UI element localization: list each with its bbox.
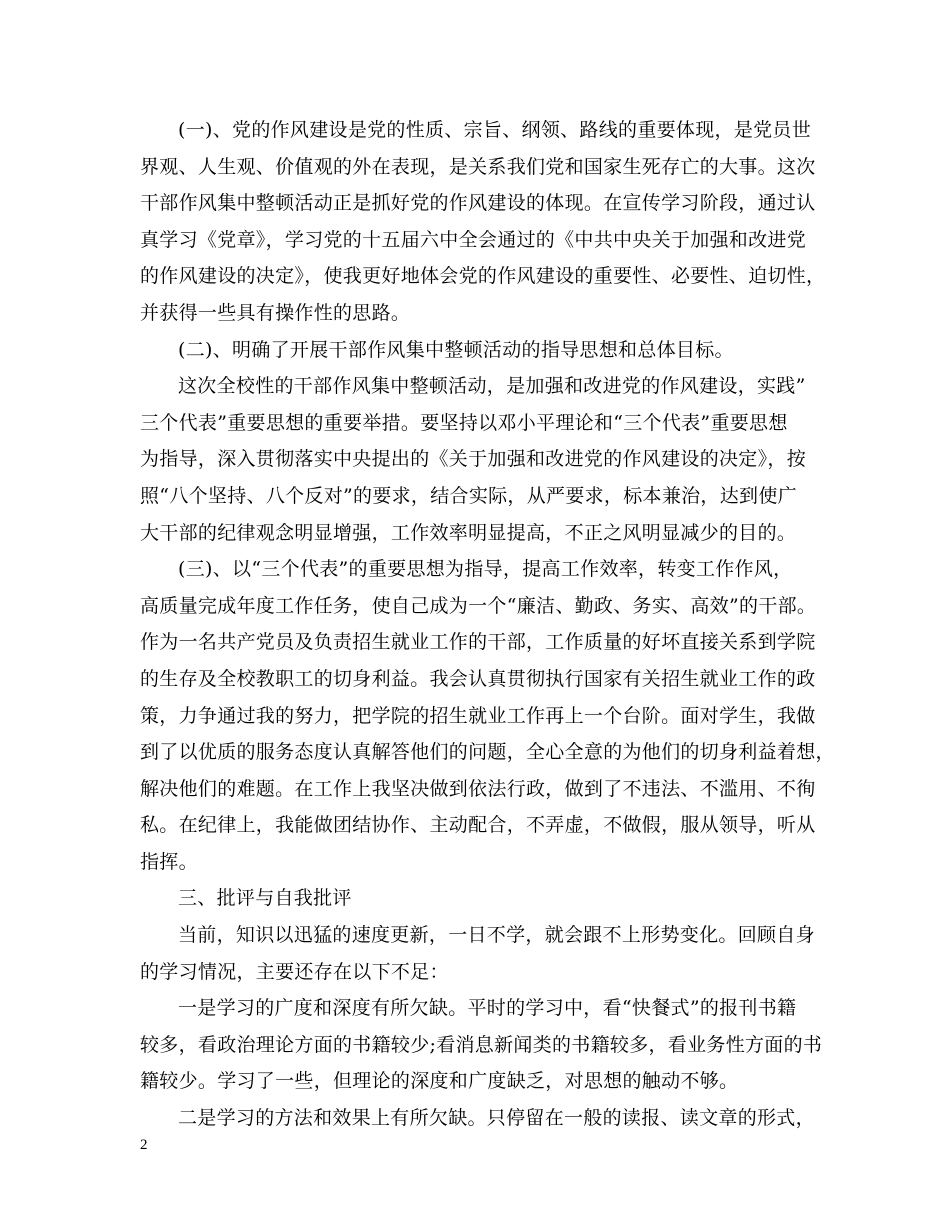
- text-line: 大干部的纪律观念明显增强，工作效率明显提高，不正之风明显减少的目的。: [140, 521, 797, 544]
- paragraph: [140, 332, 820, 369]
- text-line: 私。在纪律上，我能做团结协作、主动配合，不弄虚，不做假，服从领导，听从: [140, 814, 816, 837]
- text-line: 指挥。: [140, 850, 198, 873]
- text-line: 解决他们的难题。在工作上我坚决做到依法行政，做到了不违法、不滥用、不徇: [140, 777, 816, 800]
- paragraph: [140, 1100, 820, 1137]
- page-number: 2: [140, 1137, 148, 1153]
- paragraph: [140, 368, 820, 551]
- text-line: 并获得一些具有操作性的思路。: [140, 301, 411, 324]
- text-line: (三)、以“三个代表”的重要思想为指导，提高工作效率，转变工作作风，: [178, 558, 793, 581]
- text-line: 高质量完成年度工作任务，使自己成为一个“廉洁、勤政、务实、高效”的干部。: [140, 594, 817, 617]
- text-line: 三个代表”重要思想的重要举措。要坚持以邓小平理论和“三个代表”重要思想: [140, 411, 788, 434]
- text-line: 较多，看政治理论方面的书籍较少;看消息新闻类的书籍较多，看业务性方面的书: [140, 1033, 823, 1056]
- text-line: 三、批评与自我批评: [178, 887, 352, 910]
- text-line: 真学习《党章》，学习党的十五届六中全会通过的《中共中央关于加强和改进党: [140, 228, 807, 251]
- paragraph: [140, 990, 823, 1100]
- text-line: 界观、人生观、价值观的外在表现，是关系我们党和国家生死存亡的大事。这次: [140, 155, 816, 178]
- text-line: 策，力争通过我的努力，把学院的招生就业工作再上一个台阶。面对学生，我做: [140, 704, 816, 727]
- text-line: 的生存及全校教职工的切身利益。我会认真贯彻执行国家有关招生就业工作的政: [140, 667, 816, 690]
- text-line: 作为一名共产党员及负责招生就业工作的干部，工作质量的好坏直接关系到学院: [140, 631, 816, 654]
- paragraph: [140, 917, 820, 990]
- text-line: 的作风建设的决定》，使我更好地体会党的作风建设的重要性、必要性、迫切性，: [140, 265, 826, 288]
- text-line: 到了以优质的服务态度认真解答他们的问题，全心全意的为他们的切身利益着想，: [140, 741, 835, 764]
- text-line: 当前，知识以迅猛的速度更新，一日不学，就会跟不上形势变化。回顾自身: [178, 924, 815, 947]
- text-line: (二)、明确了开展干部作风集中整顿活动的指导思想和总体目标。: [178, 338, 734, 361]
- paragraph: [140, 112, 826, 332]
- text-line: 干部作风集中整顿活动正是抓好党的作风建设的体现。在宣传学习阶段，通过认: [140, 192, 816, 215]
- paragraph: [140, 551, 835, 880]
- text-line: 籍较少。学习了一些，但理论的深度和广度缺乏，对思想的触动不够。: [140, 1070, 739, 1093]
- document-body: [140, 112, 835, 1137]
- text-line: 的学习情况，主要还存在以下不足：: [140, 960, 449, 983]
- text-line: 这次全校性的干部作风集中整顿活动，是加强和改进党的作风建设，实践”: [178, 375, 806, 398]
- text-line: (一)、党的作风建设是党的性质、宗旨、纲领、路线的重要体现，是党员世: [178, 119, 812, 141]
- text-line: 一是学习的广度和深度有所欠缺。平时的学习中，看“快餐式”的报刊书籍: [178, 997, 797, 1020]
- text-line: 为指导，深入贯彻落实中央提出的《关于加强和改进党的作风建设的决定》，按: [140, 448, 807, 471]
- text-line: 二是学习的方法和效果上有所欠缺。只停留在一般的读报、读文章的形式，: [178, 1107, 815, 1130]
- text-line: 照“八个坚持、八个反对”的要求，结合实际，从严要求，标本兼治，达到使广: [140, 484, 797, 507]
- paragraph: [140, 880, 820, 917]
